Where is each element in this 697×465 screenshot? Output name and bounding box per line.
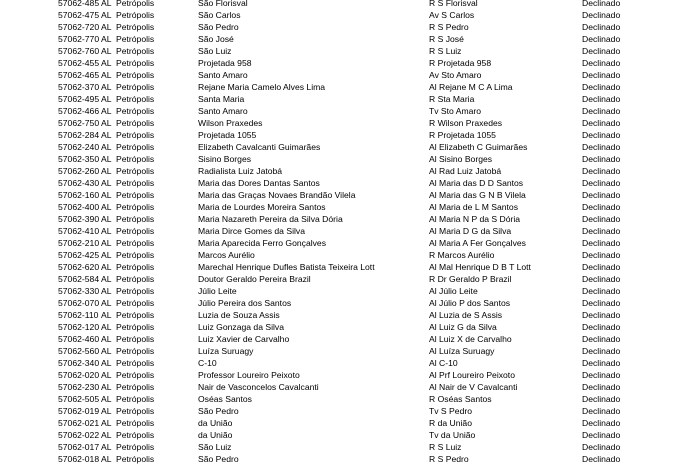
state-cell: AL	[101, 394, 112, 404]
street-name-cell: Doutor Geraldo Pereira Brazil	[198, 274, 311, 284]
street-name-cell: Maria Nazareth Pereira da Silva Dória	[198, 214, 343, 224]
table-row	[0, 33, 697, 45]
status-cell: Declinado	[582, 310, 621, 320]
cep-cell: 57062-260	[58, 166, 100, 176]
state-cell: AL	[101, 382, 112, 392]
cep-cell: 57062-340	[58, 358, 100, 368]
city-cell: Petrópolis	[116, 262, 155, 272]
table-row	[0, 45, 697, 57]
state-cell: AL	[101, 286, 112, 296]
cep-cell: 57062-120	[58, 322, 100, 332]
status-cell: Declinado	[582, 238, 621, 248]
status-cell: Declinado	[582, 94, 621, 104]
table-row	[0, 153, 697, 165]
state-cell: AL	[101, 238, 112, 248]
table-row	[0, 225, 697, 237]
cep-cell: 57062-425	[58, 250, 100, 260]
cep-cell: 57062-584	[58, 274, 100, 284]
table-row	[0, 189, 697, 201]
cep-cell: 57062-284	[58, 130, 100, 140]
street-name-cell: Júlio Pereira dos Santos	[198, 298, 292, 308]
table-row	[0, 273, 697, 285]
status-cell: Declinado	[582, 82, 621, 92]
cep-cell: 57062-390	[58, 214, 100, 224]
street-abbrev-cell: Al Rad Luiz Jatobá	[429, 166, 502, 176]
status-cell: Declinado	[582, 154, 621, 164]
cep-cell: 57062-022	[58, 430, 100, 440]
cep-cell: 57062-020	[58, 370, 100, 380]
street-name-cell: Projetada 1055	[198, 130, 257, 140]
street-name-cell: Marcos Aurélio	[198, 250, 255, 260]
street-name-cell: Maria das Graças Novaes Brandão Vilela	[198, 190, 356, 200]
status-cell: Declinado	[582, 10, 621, 20]
city-cell: Petrópolis	[116, 394, 155, 404]
street-name-cell: Wilson Praxedes	[198, 118, 263, 128]
city-cell: Petrópolis	[116, 190, 155, 200]
status-cell: Declinado	[582, 382, 621, 392]
street-name-cell: Luzia de Souza Assis	[198, 310, 280, 320]
city-cell: Petrópolis	[116, 0, 155, 8]
state-cell: AL	[101, 142, 112, 152]
state-cell: AL	[101, 370, 112, 380]
street-name-cell: Nair de Vasconcelos Cavalcanti	[198, 382, 319, 392]
table-row	[0, 345, 697, 357]
status-cell: Declinado	[582, 130, 621, 140]
street-abbrev-cell: R S Florisval	[429, 0, 478, 8]
table-row	[0, 369, 697, 381]
city-cell: Petrópolis	[116, 406, 155, 416]
table-row	[0, 309, 697, 321]
status-cell: Declinado	[582, 442, 621, 452]
cep-cell: 57062-760	[58, 46, 100, 56]
street-abbrev-cell: Al Luiz G da Silva	[429, 322, 497, 332]
status-cell: Declinado	[582, 346, 621, 356]
street-abbrev-cell: R S Luiz	[429, 46, 462, 56]
status-cell: Declinado	[582, 334, 621, 344]
cep-cell: 57062-620	[58, 262, 100, 272]
street-abbrev-cell: R Wilson Praxedes	[429, 118, 503, 128]
street-name-cell: Luiz Gonzaga da Silva	[198, 322, 284, 332]
street-name-cell: Santo Amaro	[198, 70, 248, 80]
city-cell: Petrópolis	[116, 130, 155, 140]
state-cell: AL	[101, 406, 112, 416]
street-abbrev-cell: R Sta Maria	[429, 94, 475, 104]
street-name-cell: Maria de Lourdes Moreira Santos	[198, 202, 326, 212]
street-abbrev-cell: R S José	[429, 34, 464, 44]
street-name-cell: São Carlos	[198, 10, 241, 20]
cep-cell: 57062-430	[58, 178, 100, 188]
table-row	[0, 81, 697, 93]
status-cell: Declinado	[582, 370, 621, 380]
cep-cell: 57062-475	[58, 10, 100, 20]
city-cell: Petrópolis	[116, 154, 155, 164]
street-name-cell: Oséas Santos	[198, 394, 252, 404]
state-cell: AL	[101, 82, 112, 92]
table-row	[0, 297, 697, 309]
street-abbrev-cell: Al C-10	[429, 358, 458, 368]
street-abbrev-cell: Al Nair de V Cavalcanti	[429, 382, 518, 392]
city-cell: Petrópolis	[116, 10, 155, 20]
street-name-cell: São Pedro	[198, 22, 239, 32]
state-cell: AL	[101, 442, 112, 452]
table-row	[0, 0, 697, 9]
status-cell: Declinado	[582, 142, 621, 152]
street-name-cell: Elizabeth Cavalcanti Guimarães	[198, 142, 321, 152]
cep-cell: 57062-770	[58, 34, 100, 44]
city-cell: Petrópolis	[116, 310, 155, 320]
street-abbrev-cell: Al Maria A Fer Gonçalves	[429, 238, 526, 248]
status-cell: Declinado	[582, 46, 621, 56]
street-abbrev-cell: Al Luíza Suruagy	[429, 346, 495, 356]
table-row	[0, 21, 697, 33]
cep-cell: 57062-210	[58, 238, 100, 248]
street-name-cell: São Luiz	[198, 442, 232, 452]
street-abbrev-cell: Al Maria das D D Santos	[429, 178, 524, 188]
state-cell: AL	[101, 34, 112, 44]
city-cell: Petrópolis	[116, 442, 155, 452]
state-cell: AL	[101, 358, 112, 368]
city-cell: Petrópolis	[116, 430, 155, 440]
state-cell: AL	[101, 0, 112, 8]
state-cell: AL	[101, 22, 112, 32]
city-cell: Petrópolis	[116, 82, 155, 92]
street-name-cell: São Luiz	[198, 46, 232, 56]
cep-cell: 57062-110	[58, 310, 99, 320]
street-abbrev-cell: Tv Sto Amaro	[429, 106, 482, 116]
cep-cell: 57062-495	[58, 94, 100, 104]
city-cell: Petrópolis	[116, 370, 155, 380]
table-row	[0, 321, 697, 333]
state-cell: AL	[101, 226, 112, 236]
street-abbrev-cell: Al Prf Loureiro Peixoto	[429, 370, 515, 380]
street-name-cell: Maria Aparecida Ferro Gonçalves	[198, 238, 327, 248]
cep-cell: 57062-070	[58, 298, 100, 308]
street-abbrev-cell: Al Elizabeth C Guimarães	[429, 142, 528, 152]
table-row	[0, 333, 697, 345]
status-cell: Declinado	[582, 70, 621, 80]
city-cell: Petrópolis	[116, 106, 155, 116]
street-abbrev-cell: R Dr Geraldo P Brazil	[429, 274, 512, 284]
status-cell: Declinado	[582, 202, 621, 212]
city-cell: Petrópolis	[116, 298, 155, 308]
state-cell: AL	[101, 10, 112, 20]
street-name-cell: São José	[198, 34, 234, 44]
street-name-cell: da União	[198, 418, 233, 428]
street-abbrev-cell: R da União	[429, 418, 472, 428]
city-cell: Petrópolis	[116, 214, 155, 224]
street-name-cell: da União	[198, 430, 233, 440]
city-cell: Petrópolis	[116, 166, 155, 176]
table-row	[0, 357, 697, 369]
status-cell: Declinado	[582, 454, 621, 464]
state-cell: AL	[101, 154, 112, 164]
street-abbrev-cell: Al Sisino Borges	[429, 154, 493, 164]
street-name-cell: Projetada 958	[198, 58, 252, 68]
status-cell: Declinado	[582, 406, 621, 416]
cep-cell: 57062-455	[58, 58, 100, 68]
street-abbrev-cell: Av S Carlos	[429, 10, 475, 20]
street-abbrev-cell: Al Maria de L M Santos	[429, 202, 519, 212]
city-cell: Petrópolis	[116, 274, 155, 284]
table-row	[0, 249, 697, 261]
state-cell: AL	[101, 262, 112, 272]
street-name-cell: Luiz Xavier de Carvalho	[198, 334, 290, 344]
status-cell: Declinado	[582, 106, 621, 116]
state-cell: AL	[101, 190, 112, 200]
state-cell: AL	[101, 214, 112, 224]
table-row	[0, 201, 697, 213]
cep-cell: 57062-021	[58, 418, 100, 428]
status-cell: Declinado	[582, 274, 621, 284]
table-row	[0, 129, 697, 141]
state-cell: AL	[101, 274, 112, 284]
street-abbrev-cell: R Projetada 958	[429, 58, 492, 68]
street-abbrev-cell: Al Júlio P dos Santos	[429, 298, 511, 308]
street-name-cell: Santa Maria	[198, 94, 245, 104]
city-cell: Petrópolis	[116, 142, 155, 152]
state-cell: AL	[101, 298, 112, 308]
status-cell: Declinado	[582, 250, 621, 260]
cep-cell: 57062-485	[58, 0, 100, 8]
table-row	[0, 177, 697, 189]
cep-cell: 57062-017	[58, 442, 100, 452]
table-row	[0, 165, 697, 177]
city-cell: Petrópolis	[116, 178, 155, 188]
status-cell: Declinado	[582, 214, 621, 224]
street-abbrev-cell: Al Maria N P da S Dória	[429, 214, 521, 224]
cep-cell: 57062-720	[58, 22, 100, 32]
cep-cell: 57062-560	[58, 346, 100, 356]
street-name-cell: C-10	[198, 358, 217, 368]
state-cell: AL	[101, 454, 112, 464]
city-cell: Petrópolis	[116, 358, 155, 368]
table-row	[0, 141, 697, 153]
cep-cell: 57062-750	[58, 118, 100, 128]
cep-cell: 57062-018	[58, 454, 100, 464]
table-row	[0, 285, 697, 297]
street-name-cell: Sisino Borges	[198, 154, 252, 164]
street-name-cell: Santo Amaro	[198, 106, 248, 116]
street-name-cell: São Florisval	[198, 0, 248, 8]
table-row	[0, 393, 697, 405]
status-cell: Declinado	[582, 58, 621, 68]
state-cell: AL	[101, 346, 112, 356]
state-cell: AL	[101, 310, 112, 320]
city-cell: Petrópolis	[116, 70, 155, 80]
street-abbrev-cell: R S Pedro	[429, 22, 469, 32]
city-cell: Petrópolis	[116, 418, 155, 428]
street-name-cell: Rejane Maria Camelo Alves Lima	[198, 82, 326, 92]
status-cell: Declinado	[582, 166, 621, 176]
cep-cell: 57062-370	[58, 82, 100, 92]
street-abbrev-cell: Av Sto Amaro	[429, 70, 482, 80]
table-row	[0, 93, 697, 105]
status-cell: Declinado	[582, 430, 621, 440]
street-abbrev-cell: Al Júlio Leite	[429, 286, 478, 296]
street-name-cell: Marechal Henrique Dufles Batista Teixeira Lott	[198, 262, 375, 272]
cep-cell: 57062-410	[58, 226, 100, 236]
state-cell: AL	[101, 202, 112, 212]
city-cell: Petrópolis	[116, 34, 155, 44]
table-row	[0, 417, 697, 429]
cep-cell: 57062-350	[58, 154, 100, 164]
status-cell: Declinado	[582, 298, 621, 308]
cep-cell: 57062-330	[58, 286, 100, 296]
cep-cell: 57062-466	[58, 106, 100, 116]
street-name-cell: Maria das Dores Dantas Santos	[198, 178, 320, 188]
table-row	[0, 105, 697, 117]
status-cell: Declinado	[582, 262, 621, 272]
table-row	[0, 69, 697, 81]
street-name-cell: São Pedro	[198, 406, 239, 416]
street-name-cell: Professor Loureiro Peixoto	[198, 370, 300, 380]
state-cell: AL	[101, 322, 112, 332]
state-cell: AL	[101, 166, 112, 176]
status-cell: Declinado	[582, 190, 621, 200]
city-cell: Petrópolis	[116, 286, 155, 296]
status-cell: Declinado	[582, 178, 621, 188]
state-cell: AL	[101, 58, 112, 68]
state-cell: AL	[101, 106, 112, 116]
street-abbrev-cell: Tv da União	[429, 430, 476, 440]
street-abbrev-cell: R Projetada 1055	[429, 130, 496, 140]
status-cell: Declinado	[582, 22, 621, 32]
street-abbrev-cell: Tv S Pedro	[429, 406, 472, 416]
city-cell: Petrópolis	[116, 238, 155, 248]
status-cell: Declinado	[582, 226, 621, 236]
street-abbrev-cell: R S Luiz	[429, 442, 462, 452]
street-abbrev-cell: R Marcos Aurélio	[429, 250, 495, 260]
status-cell: Declinado	[582, 118, 621, 128]
table-row	[0, 453, 697, 465]
table-row	[0, 381, 697, 393]
cep-cell: 57062-160	[58, 190, 100, 200]
cep-cell: 57062-505	[58, 394, 100, 404]
city-cell: Petrópolis	[116, 322, 155, 332]
table-row	[0, 261, 697, 273]
city-cell: Petrópolis	[116, 202, 155, 212]
street-name-cell: Júlio Leite	[198, 286, 237, 296]
state-cell: AL	[101, 334, 112, 344]
city-cell: Petrópolis	[116, 454, 155, 464]
cep-cell: 57062-400	[58, 202, 100, 212]
table-row	[0, 57, 697, 69]
table-row	[0, 117, 697, 129]
state-cell: AL	[101, 130, 112, 140]
state-cell: AL	[101, 250, 112, 260]
street-abbrev-cell: Al Maria das G N B Vilela	[429, 190, 526, 200]
city-cell: Petrópolis	[116, 46, 155, 56]
street-name-cell: Maria Dirce Gomes da Silva	[198, 226, 305, 236]
cep-cell: 57062-019	[58, 406, 100, 416]
city-cell: Petrópolis	[116, 382, 155, 392]
status-cell: Declinado	[582, 34, 621, 44]
state-cell: AL	[101, 70, 112, 80]
table-row	[0, 405, 697, 417]
state-cell: AL	[101, 118, 112, 128]
city-cell: Petrópolis	[116, 346, 155, 356]
cep-cell: 57062-240	[58, 142, 100, 152]
street-abbrev-cell: Al Luzia de S Assis	[429, 310, 503, 320]
status-cell: Declinado	[582, 418, 621, 428]
street-name-cell: Luíza Suruagy	[198, 346, 254, 356]
city-cell: Petrópolis	[116, 334, 155, 344]
state-cell: AL	[101, 46, 112, 56]
table-row	[0, 429, 697, 441]
table-row	[0, 9, 697, 21]
city-cell: Petrópolis	[116, 226, 155, 236]
table-row	[0, 213, 697, 225]
state-cell: AL	[101, 94, 112, 104]
street-abbrev-cell: Al Maria D G da Silva	[429, 226, 512, 236]
status-cell: Declinado	[582, 0, 621, 8]
city-cell: Petrópolis	[116, 250, 155, 260]
city-cell: Petrópolis	[116, 118, 155, 128]
street-name-cell: São Pedro	[198, 454, 239, 464]
state-cell: AL	[101, 430, 112, 440]
street-abbrev-cell: R Oséas Santos	[429, 394, 492, 404]
street-abbrev-cell: R S Pedro	[429, 454, 469, 464]
state-cell: AL	[101, 418, 112, 428]
status-cell: Declinado	[582, 358, 621, 368]
status-cell: Declinado	[582, 286, 621, 296]
table-row	[0, 441, 697, 453]
city-cell: Petrópolis	[116, 22, 155, 32]
city-cell: Petrópolis	[116, 94, 155, 104]
street-abbrev-cell: Al Mal Henrique D B T Lott	[429, 262, 531, 272]
table-row	[0, 237, 697, 249]
cep-cell: 57062-230	[58, 382, 100, 392]
state-cell: AL	[101, 178, 112, 188]
city-cell: Petrópolis	[116, 58, 155, 68]
status-cell: Declinado	[582, 394, 621, 404]
street-abbrev-cell: Al Luiz X de Carvalho	[429, 334, 512, 344]
street-name-cell: Radialista Luiz Jatobá	[198, 166, 283, 176]
cep-cell: 57062-460	[58, 334, 100, 344]
status-cell: Declinado	[582, 322, 621, 332]
street-abbrev-cell: Al Rejane M C A Lima	[429, 82, 513, 92]
cep-cell: 57062-465	[58, 70, 100, 80]
